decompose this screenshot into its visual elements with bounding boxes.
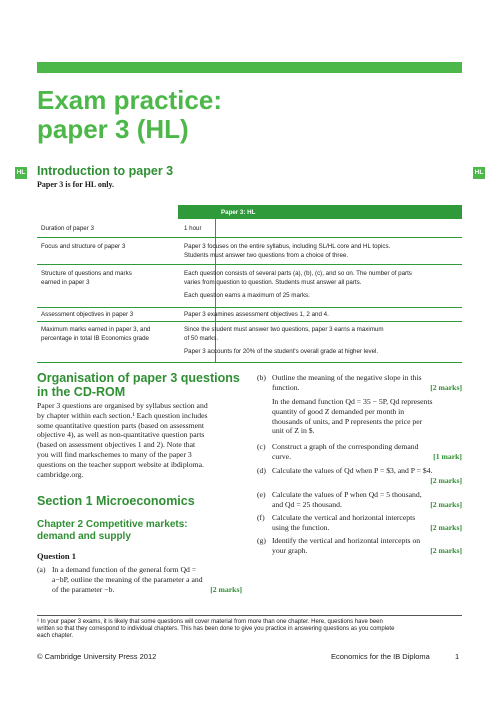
question-line: Calculate the vertical and horizontal intercepts: [272, 513, 416, 522]
marks-label: [2 marks]: [430, 475, 462, 485]
page-title: [37, 86, 457, 144]
organisation-heading: [37, 371, 252, 399]
organisation-heading-line: Organisation of paper 3 questions: [37, 371, 240, 385]
marks-label: [1 mark]: [433, 451, 462, 461]
question-part-label: (g): [257, 536, 266, 545]
marks-label: [2 marks]: [430, 545, 462, 555]
table-cell: Each question earns a maximum of 25 marks.: [184, 292, 310, 299]
question-part-b: [257, 373, 462, 395]
question-line: thousands of units, and P represents the price per: [272, 416, 423, 426]
intro-subtitle: Paper 3 is for HL only.: [37, 180, 115, 189]
question-part-f: [257, 513, 462, 535]
table-cell: Assessment objectives in paper 3: [41, 311, 134, 318]
marks-label: [2 marks]: [430, 499, 462, 509]
marks-label: [2 marks]: [430, 522, 462, 532]
marks-label: [2 marks]: [210, 584, 242, 594]
body-line: by chapter within each section.¹ Each question includes: [37, 410, 208, 420]
table-cell: Paper 3 focuses on the entire syllabus, including SL/HL core and HL topics.: [184, 243, 391, 250]
question-part-d: [257, 466, 462, 488]
question-line: In the demand function Qd = 35 − 5P, Qd represents: [272, 397, 433, 406]
table-cell: earned in paper 3: [41, 279, 90, 286]
organisation-body: [37, 401, 252, 479]
intro-heading: Introduction to paper 3: [37, 164, 174, 178]
page-number: 1: [455, 652, 460, 661]
table-cell: Since the student must answer two questions, paper 3 earns a maximum: [184, 326, 384, 333]
question-line: Calculate the values of Qd when P = $3, and P = $4.: [272, 466, 433, 475]
body-line: cambridge.org.: [37, 469, 84, 479]
question-line: quantity of good Z demanded per month in: [272, 406, 405, 416]
table-cell: 1 hour: [184, 225, 202, 232]
question-part-e: [257, 490, 462, 512]
body-line: you will find markschemes to many of the paper 3: [37, 449, 192, 459]
table-cell: Duration of paper 3: [41, 225, 94, 232]
question-part-a: [37, 565, 242, 597]
question-part-g: [257, 536, 462, 558]
top-accent-bar: [37, 62, 462, 73]
question-line: a−bP, outline the meaning of the parameter a and: [52, 574, 203, 584]
question-line: using the function.: [272, 522, 330, 532]
organisation-heading-line: in the CD-ROM: [37, 385, 126, 399]
question-line: unit of Z in $.: [272, 426, 315, 436]
table-row: [37, 264, 462, 308]
footnote-line: each chapter.: [37, 633, 74, 639]
demand-function-note: [257, 397, 462, 439]
table-cell: of 50 marks.: [184, 335, 219, 342]
table-row: [37, 219, 462, 238]
book-title-footer: Economics for the IB Diploma: [331, 652, 430, 661]
title-line-2: paper 3 (HL): [37, 114, 189, 144]
footnote: [37, 619, 462, 640]
question-title: Question 1: [37, 551, 76, 561]
chapter-heading-line: Chapter 2 Competitive markets:: [37, 519, 188, 530]
footnote-divider: [37, 615, 462, 616]
question-line: of the parameter −b.: [52, 584, 115, 594]
copyright-footer: © Cambridge University Press 2012: [37, 652, 157, 661]
question-line: Construct a graph of the corresponding demand: [272, 442, 419, 451]
question-line: your graph.: [272, 545, 308, 555]
hl-tag-left: HL: [15, 167, 27, 179]
table-header: Paper 3: HL: [221, 209, 256, 216]
title-line-1: Exam practice:: [37, 85, 222, 115]
body-line: (based on assessment objectives 1 and 2). Note that: [37, 440, 196, 450]
body-line: some quantitative question parts (based on assessment: [37, 420, 204, 430]
table-cell: varies from question to question. Students must answer all parts.: [184, 279, 362, 286]
body-line: Paper 3 questions are organised by syllabus section and: [37, 401, 208, 410]
chapter-heading-line: demand and supply: [37, 531, 131, 542]
question-line: curve.: [272, 451, 291, 461]
table-cell: percentage in total IB Economics grade: [41, 335, 150, 342]
question-line: Calculate the values of P when Qd = 5 thousand,: [272, 490, 422, 499]
question-line: and Qd = 25 thousand.: [272, 499, 342, 509]
marks-label: [2 marks]: [430, 382, 462, 392]
chapter-heading: [37, 519, 252, 543]
question-part-c: [257, 442, 462, 464]
question-part-label: (b): [257, 373, 266, 382]
table-cell: Paper 3 examines assessment objectives 1, 2 and 4.: [184, 311, 329, 318]
footnote-line: ¹ In your paper 3 exams, it is likely that some questions will cover material from more than one chapter. Here, questions have been: [37, 619, 383, 625]
table-cell: Structure of questions and marks: [41, 270, 132, 277]
table-cell: Students must answer two questions from a choice of three.: [184, 252, 349, 259]
table-row: [37, 307, 462, 322]
table-row: [37, 321, 462, 363]
section1-heading: Section 1 Microeconomics: [37, 494, 195, 508]
question-line: function.: [272, 382, 300, 392]
question-line: In a demand function of the general form Qd =: [52, 565, 197, 574]
question-line: Outline the meaning of the negative slope in this: [272, 373, 422, 382]
question-part-label: (e): [257, 490, 266, 499]
table-cell: Maximum marks earned in paper 3, and: [41, 326, 151, 333]
body-line: questions on the teacher support website at ibdiploma.: [37, 459, 204, 469]
table-cell: Paper 3 accounts for 20% of the student's overall grade at higher level.: [184, 348, 379, 355]
hl-tag-right: HL: [473, 167, 485, 179]
body-line: objective 4), as well as non-quantitative question parts: [37, 430, 205, 440]
question-part-label: (c): [257, 442, 266, 451]
question-part-label: (d): [257, 466, 266, 475]
footnote-line: written so that they correspond to individual chapters. This has been done to give you practice in answering questions as you complete: [37, 626, 395, 632]
question-line: Identify the vertical and horizontal intercepts on: [272, 536, 421, 545]
table-cell: Each question consists of several parts (a), (b), (c), and so on. The number of parts: [184, 270, 412, 277]
table-cell: Focus and structure of paper 3: [41, 243, 126, 250]
table-header-row: [37, 205, 462, 219]
table-row: [37, 237, 462, 265]
question-part-label: (a): [37, 565, 46, 574]
question-part-label: (f): [257, 513, 265, 522]
